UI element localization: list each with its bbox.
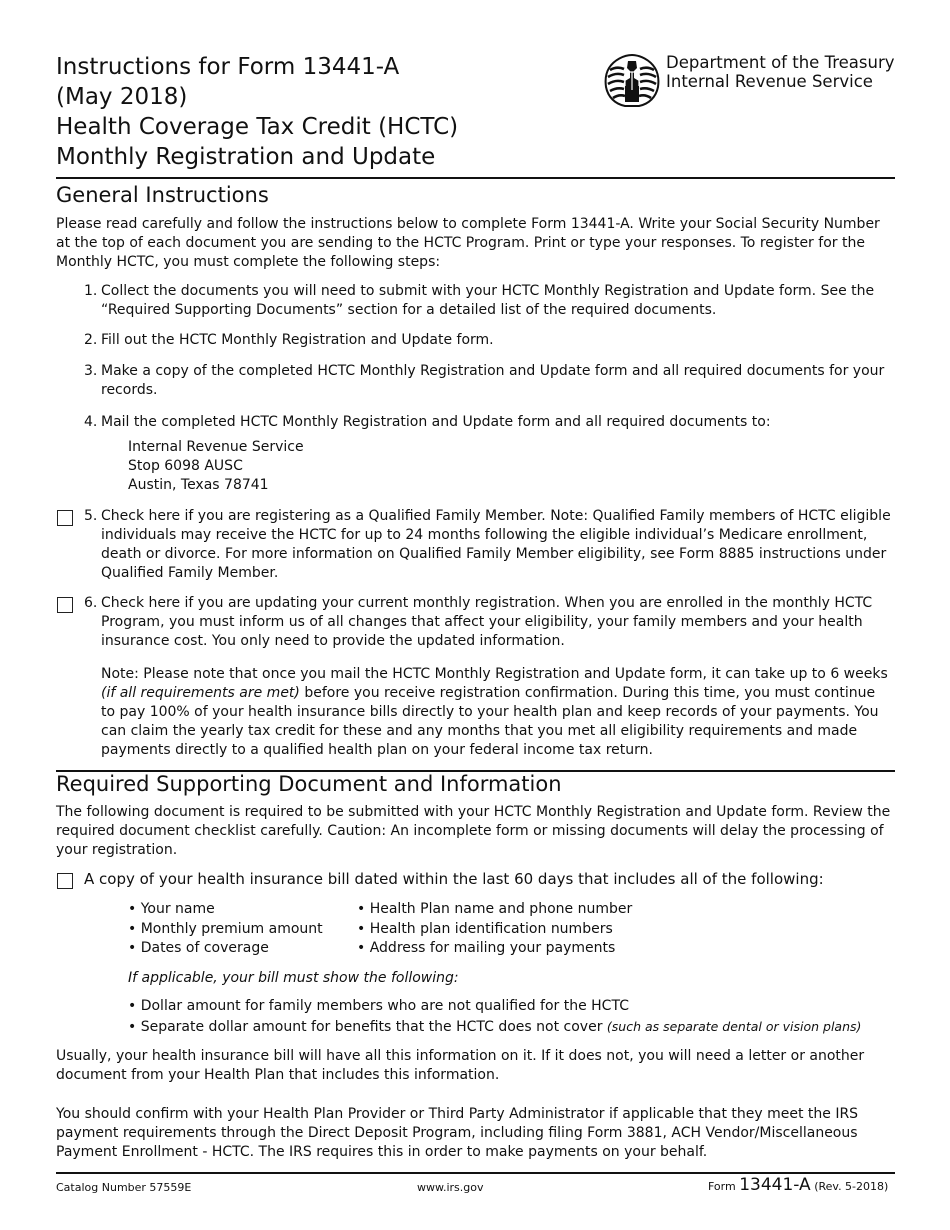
list-item: • Dates of coverage: [128, 940, 269, 956]
form-number: 13441-A: [739, 1175, 811, 1195]
requirements-right-list: [357, 900, 632, 959]
step-number: 5.: [84, 508, 98, 524]
processing-note: [101, 665, 893, 760]
health-bill-label: A copy of your health insurance bill dated within the last 60 days that includes all of the following:: [84, 870, 824, 888]
agency-line: Internal Revenue Service: [666, 72, 873, 91]
irs-eagle-icon: [603, 52, 661, 108]
note-text: before you receive registration confirmation. During this time, you must continue to pay 100% of your health insurance bills directly to your health plan and keep records of your payments. You can claim the yearly tax credit for these and any months that you met all eligibility requirements and made payments directly to a qualified health plan on your federal income tax return.: [101, 685, 879, 758]
address-line: Stop 6098 AUSC: [128, 458, 243, 474]
confirm-paragraph: You should confirm with your Health Plan Provider or Third Party Administrator if applicable that they meet the IRS payment requirements through the Direct Deposit Program, including filing Form 3881, ACH Vendor/Miscellaneous Payment Enrollment - HCTC. The IRS requires this in order to make payments on your behalf.: [56, 1106, 859, 1160]
list-item: • Dollar amount for family members who are not qualified for the HCTC: [128, 998, 629, 1014]
required-documents-heading: Required Supporting Document and Information: [56, 772, 562, 796]
irs-website-link[interactable]: www.irs.gov: [417, 1181, 484, 1194]
list-item-text: • Separate dollar amount for benefits that the HCTC does not cover: [128, 1018, 607, 1035]
list-item: [128, 1017, 861, 1038]
applicable-list: [128, 997, 861, 1037]
required-intro-text: The following document is required to be submitted with your HCTC Monthly Registration and Update form. Review the required document checklist carefully. Caution: An incomplete form or missing documents will delay the processing of your registration.: [56, 804, 891, 858]
list-item: • Health plan identification numbers: [357, 920, 613, 937]
step-text: Check here if you are registering as a Qualified Family Member. Note: Qualified Family members of HCTC eligible individuals may receive the HCTC for up to 24 months following the eligible individual’s Medicare enrollment, death or divorce. For more information on Qualified Family Member eligibility, see Form 8885 instructions under Qualified Family Member.: [101, 508, 891, 581]
step-number: 4.: [84, 414, 98, 430]
step-text: Check here if you are updating your current monthly registration. When you are enrolled in the monthly HCTC Program, you must inform us of all changes that affect your eligibility, your family members and your health insurance cost. You only need to provide the updated information.: [101, 595, 873, 649]
mailing-address: [128, 438, 304, 495]
list-item: • Monthly premium amount: [128, 920, 323, 937]
step-number: 1.: [84, 283, 98, 299]
address-line: Austin, Texas 78741: [128, 477, 269, 493]
form-number-footer: [708, 1175, 888, 1195]
form-prefix: Form: [708, 1180, 736, 1193]
qualified-family-member-checkbox[interactable]: [57, 510, 73, 526]
list-item: • Your name: [128, 901, 215, 917]
document-title: [56, 52, 458, 172]
section-divider: [56, 177, 895, 179]
agency-block: [603, 52, 895, 108]
title-line: Monthly Registration and Update: [56, 144, 436, 170]
update-registration-checkbox[interactable]: [57, 597, 73, 613]
list-item: • Health Plan name and phone number: [357, 901, 633, 917]
general-intro-text: Please read carefully and follow the instructions below to complete Form 13441-A. Write your Social Security Number at the top of each document you are sending to the HCTC Program. Print or type your responses. To register for the Monthly HCTC, you must complete the following steps:: [56, 216, 880, 270]
list-item: • Address for mailing your payments: [357, 940, 616, 956]
step-number: 6.: [84, 595, 98, 611]
usually-paragraph: Usually, your health insurance bill will have all this information on it. If it does not, you will need a letter or another document from your Health Plan that includes this information.: [56, 1048, 865, 1083]
step-number: 2.: [84, 332, 98, 348]
catalog-number: Catalog Number 57559E: [56, 1181, 192, 1194]
agency-line: Department of the Treasury: [666, 53, 895, 72]
applicable-heading: If applicable, your bill must show the following:: [128, 970, 459, 986]
health-bill-checkbox[interactable]: [57, 873, 73, 889]
note-italic: (if all requirements are met): [101, 685, 300, 701]
title-line: (May 2018): [56, 84, 188, 110]
title-line: Health Coverage Tax Credit (HCTC): [56, 114, 459, 140]
revision-date: (Rev. 5-2018): [814, 1180, 889, 1193]
step-text: Fill out the HCTC Monthly Registration and Update form.: [101, 332, 494, 348]
title-line: Instructions for Form 13441-A: [56, 54, 400, 80]
footer-divider: [56, 1172, 895, 1174]
general-instructions-heading: General Instructions: [56, 183, 269, 207]
list-item-italic: (such as separate dental or vision plans): [606, 1018, 862, 1034]
note-text: Note: Please note that once you mail the HCTC Monthly Registration and Update form, it can take up to 6 weeks: [101, 666, 888, 682]
step-text: Make a copy of the completed HCTC Monthly Registration and Update form and all required documents for your records.: [101, 363, 885, 398]
requirements-left-list: [128, 900, 323, 959]
step-number: 3.: [84, 363, 98, 379]
step-text: Mail the completed HCTC Monthly Registration and Update form and all required documents to:: [101, 414, 771, 430]
address-line: Internal Revenue Service: [128, 439, 304, 455]
step-text: Collect the documents you will need to submit with your HCTC Monthly Registration and Update form. See the “Required Supporting Documents” section for a detailed list of the required documents.: [101, 283, 875, 318]
